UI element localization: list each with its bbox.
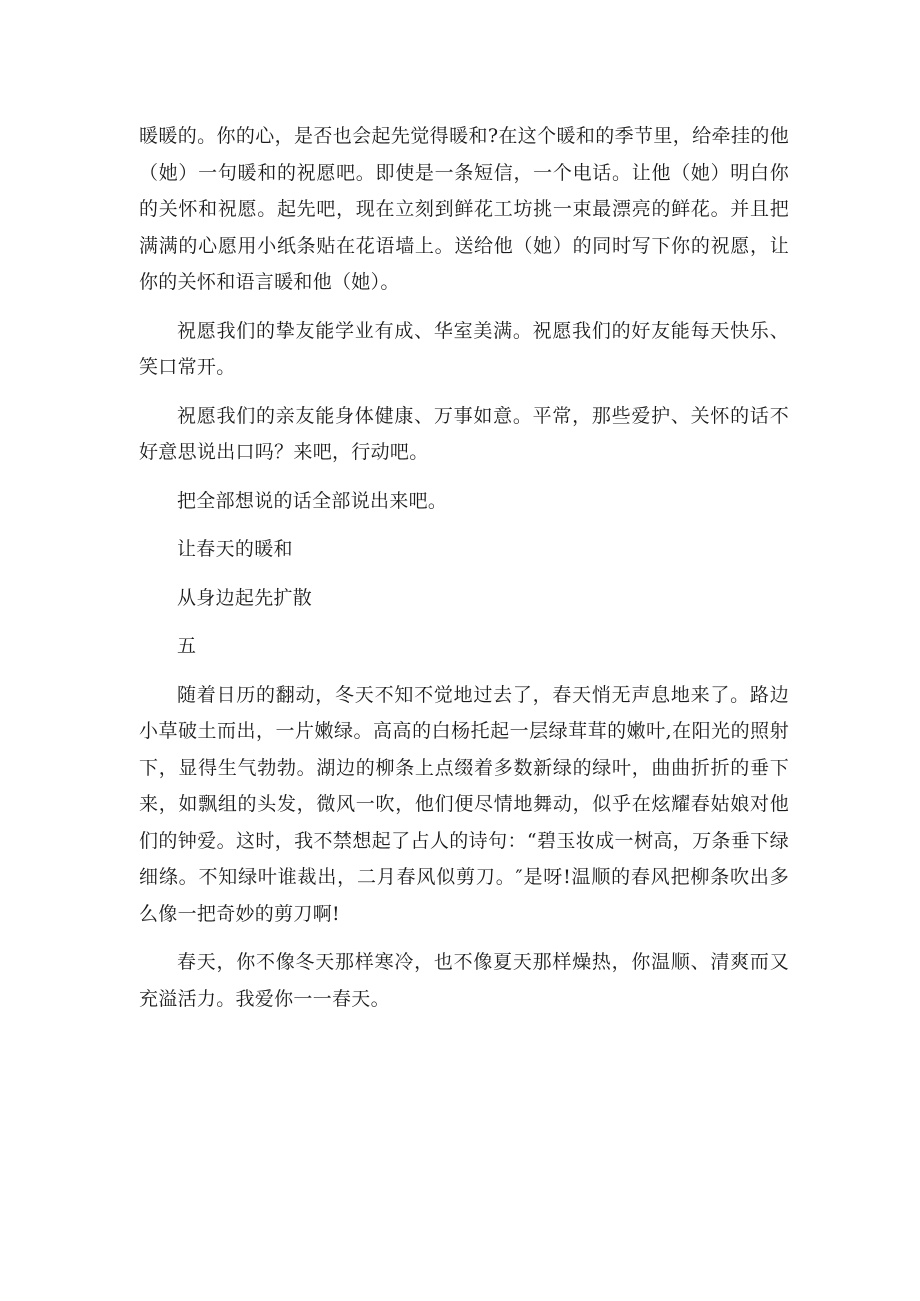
section-number: 五: [177, 635, 197, 657]
paragraph-spring-description: 随着日历的翻动，冬天不知不觉地过去了，春天悄无声息地来了。路边小草破土而出，一片嫩绿。高高的白杨托起一层绿茸茸的嫩叶,在阳光的照射下，显得生气勃勃。湖边的柳条上点缀着多数新绿的绿叶，曲曲折折的垂下来，如飘组的头发，微风一吹，他们便尽情地舞动，似乎在炫耀春姑娘对他们的钟爱。这时，我不禁想起了占人的诗句：“碧玉妆成一树高，万条垂下绿细绦。不知绿叶谁裁出，二月春风似剪刀。″是呀!温顺的春风把柳条吹出多么像一把奇妙的剪刀啊!: [139, 683, 789, 925]
document-body: [139, 118, 789, 1029]
paragraph-say-it-all: 把全部想说的话全部说出来吧。: [177, 489, 448, 512]
paragraph-spring-love: 春天，你不像冬天那样寒冷，也不像夏天那样燥热，你温顺、清爽而又充溢活力。我爱你一一春天。: [139, 951, 789, 1010]
slogan-line-2: 从身边起先扩散: [177, 586, 313, 609]
slogan-line-1: 让春天的暖和: [177, 538, 293, 560]
paragraph-friends-wishes: 祝愿我们的挚友能学业有成、华室美满。祝愿我们的好友能每天快乐、笑口常开。: [139, 319, 789, 378]
paragraph-relatives-wishes: 祝愿我们的亲友能身体健康、万事如意。平常，那些爱护、关怀的话不好意思说出口吗？来吧，行动吧。: [139, 404, 789, 463]
paragraph-warm-wishes: 暖暖的。你的心，是否也会起先觉得暖和?在这个暖和的季节里，给牵挂的他（她）一句暖和的祝愿吧。即使是一条短信，一个电话。让他（她）明白你的关怀和祝愿。起先吧，现在立刻到鲜花工坊挑一束最漂亮的鲜花。并且把满满的心愿用小纸条贴在花语墙上。送给他（她）的同时写下你的祝愿，让你的关怀和语言暖和他（她）。: [139, 125, 789, 293]
